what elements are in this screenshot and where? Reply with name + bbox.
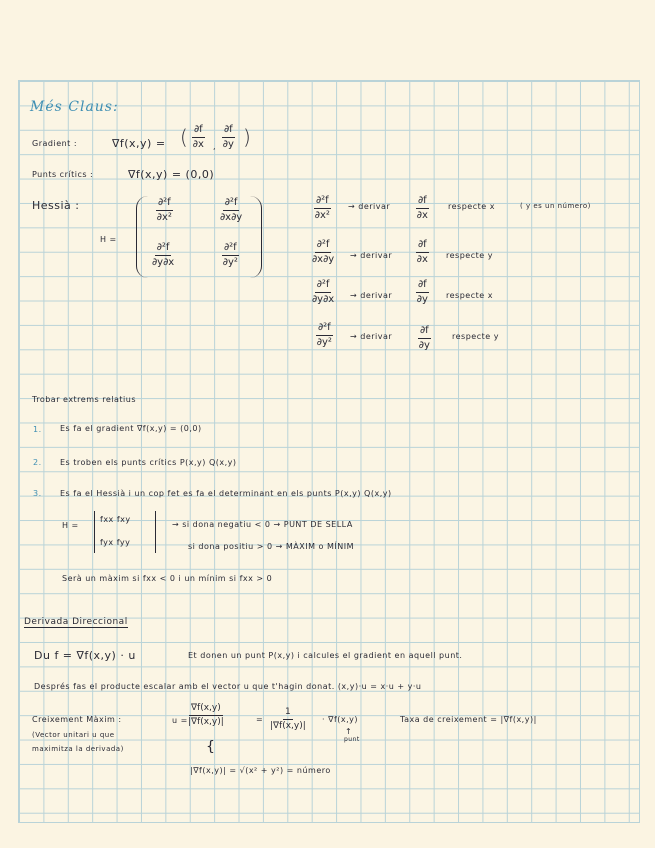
paren-open: ( <box>180 125 188 149</box>
u2-fraction: $\frac{1}{|\nabla f(x,y)|}$ <box>270 707 306 731</box>
directional-after-text: Després fas el producte escalar amb el vector u que t'hagin donat. (x,y)·u = x·u + y·u <box>34 682 422 691</box>
determinant-row-1: fxx fxy <box>100 515 131 524</box>
hessian-m21: $\frac{\text{∂²f}}{\partial y\partial x}$ <box>152 242 175 268</box>
directional-heading: Derivada Direccional <box>24 617 128 627</box>
hessian-label: Hessià : <box>32 199 80 212</box>
growth-sub-1: (Vector unitari u que <box>32 731 115 739</box>
step-2-number: 2. <box>33 458 42 467</box>
hessian-h: H = <box>100 235 117 244</box>
determinant-h-label: H = <box>62 521 79 530</box>
u2-tail: · ∇f(x,y) <box>322 715 359 724</box>
directional-formula: Du f = ∇f(x,y) · u <box>34 649 136 662</box>
extrems-heading: Trobar extrems relatius <box>32 395 136 404</box>
conclusion-text: Serà un màxim si fxx < 0 i un mínim si fxx > 0 <box>62 574 273 583</box>
u-eq-2: = <box>256 715 264 724</box>
hessian-m11: $\frac{\text{∂²f}}{\text{∂x²}}$ <box>156 197 172 223</box>
gradient-norm: |∇f(x,y)| = √(x² + y²) = número <box>190 766 331 775</box>
punt-arrow: ↑ <box>345 727 353 736</box>
page-title: Més Claus: <box>30 99 119 115</box>
u-fraction: $\frac{\nabla f(x,y)}{|\nabla f(x,y)|}$ <box>188 703 224 727</box>
case-negative: → si dona negatiu < 0 → PUNT DE SELLA <box>172 520 353 529</box>
case-positive: si dona positiu > 0 → MÀXIM o MÍNIM <box>188 542 354 551</box>
step-1-text: Es fa el gradient ∇f(x,y) = (0,0) <box>60 424 202 433</box>
step-2-text: Es troben els punts crítics P(x,y) Q(x,y) <box>60 458 237 467</box>
step-3-number: 3. <box>33 489 42 498</box>
step-1-number: 1. <box>33 425 42 434</box>
paren-close: ) <box>243 125 251 149</box>
growth-sub-2: maximitza la derivada) <box>32 745 124 753</box>
brace-icon: { <box>206 739 216 755</box>
graph-paper-grid <box>18 80 640 823</box>
growth-label: Creixement Màxim : <box>32 715 122 724</box>
critical-label: Punts crítics : <box>32 170 94 179</box>
gradient-label: Gradient : <box>32 139 78 148</box>
hessian-m22: $\frac{\text{∂²f}}{\text{∂y²}}$ <box>222 242 238 268</box>
gradient-lhs: ∇f(x,y) = <box>112 137 166 150</box>
growth-rate: Taxa de creixement = |∇f(x,y)| <box>400 715 537 724</box>
comma: , <box>213 142 217 151</box>
hessian-m12: $\frac{\text{∂²f}}{\partial x\partial y}$ <box>220 197 243 223</box>
determinant-row-2: fyx fyy <box>100 538 131 547</box>
gradient-frac-x: $\frac{\partial f}{\partial x}$ <box>192 124 204 150</box>
step-3-text: Es fa el Hessià i un cop fet es fa el determinant en els punts P(x,y) Q(x,y) <box>60 489 392 498</box>
directional-formula-note: Et donen un punt P(x,y) i calcules el gradient en aquell punt. <box>188 651 463 660</box>
u-eq: u = <box>172 716 188 725</box>
critical-expr: ∇f(x,y) = (0,0) <box>128 168 215 181</box>
gradient-frac-y: $\frac{\partial f}{\partial y}$ <box>222 124 234 150</box>
punt-label: punt <box>344 736 360 743</box>
